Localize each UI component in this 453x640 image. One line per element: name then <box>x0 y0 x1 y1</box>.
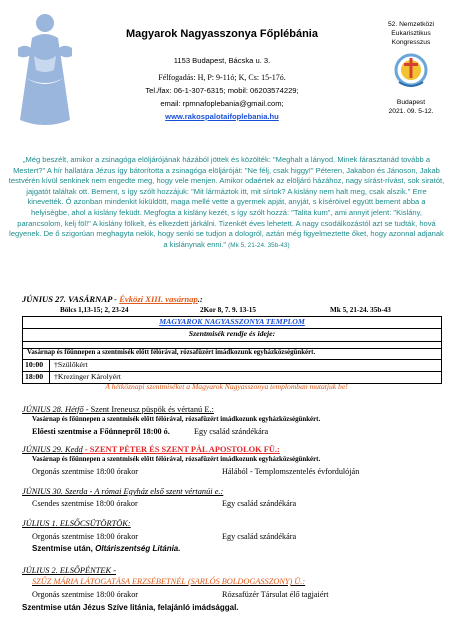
parish-logo <box>10 8 80 138</box>
email-line: email: rpmnafoplebania@gmail.com; <box>160 99 284 108</box>
mass-info-jun29: Orgonás szentmise 18:00 órakor <box>32 467 139 476</box>
sunday-schedule-table <box>22 316 442 384</box>
sunday-readings <box>60 306 440 314</box>
mass-intent: †Krezinger Károlyért <box>54 372 121 381</box>
day-heading-jun28: JÚNIUS 28. Hétfő - Szent Ireneusz püspök és vértanú E.: <box>22 405 214 414</box>
mass-intent-jun30: Egy család szándékára <box>222 499 297 508</box>
day-heading-jul1: JÚLIUS 1. ELSŐCSÜTÖRTÖK: <box>22 519 131 528</box>
congress-block <box>372 20 450 47</box>
church-name: MAGYAROK NAGYASSZONYA TEMPLOM <box>23 317 441 329</box>
mass-intent-jun28: Egy család szándékára <box>194 427 269 436</box>
parish-title: Magyarok Nagyasszonya Főplébánia <box>126 28 318 40</box>
phone-line: Tel./fax: 06-1-307-6315; mobil: 06203574229; <box>145 86 299 95</box>
after-mass-jul2: Szentmise után Jézus Szíve litánia, felajánló imádsággal. <box>22 603 239 612</box>
sunday-heading: JÚNIUS 27. VASÁRNAP - Évközi XIII. vasárnap.: <box>22 294 203 304</box>
congress-city: Budapest <box>396 99 426 106</box>
rosary-notice-jun28: Vasárnap és főünnepen a szentmisék előtt félórával, rózsafüzért imádkozunk egyházközségünkért. <box>32 416 321 423</box>
congress-dates: 2021. 09. 5-12. <box>388 108 434 115</box>
after-mass-jul1: Szentmise után, Oltáriszentség Litánia. <box>32 544 181 553</box>
reading-3: Mk 5, 21-24. 35b-43 <box>330 306 391 314</box>
gospel-text: „Még beszélt, amikor a zsinagóga elöljárójának házából jöttek és közölték: "Meghalt a lányod. Minek fárasztanád tovább a Mestert?" A hír hallatára Jézus így bátorította a zsinagóga elöljáróját: "Ne félj, csak higgy!" Péteren, Jakabon és Jánoson, Jakab testvérén kívül senkinek nem engedte meg, hogy vele menjen. Amikor odaértek az elöljáró házához, nagy sírást-rívást, sok siratót, jajgatót találtak ott. Bement, s így szólt hozzájuk: "Mit lármáztok itt, mit sírtok? A kislány nem halt meg, csak alszik." Erre kinevették. Ő azonban mindenkit kiküldött, maga mellé vette a gyermek apját, anyját, s kíséröivel együtt bement abba a helyiségbe, ahol a kislány feküdt. Megfogta a kislány kezét, s így szólt hozzá: "Talita kum", ami annyit jelent: "Kislány, parancsolom, kelj föl!" A kislány fölkelt, és elkezdett járkálni. Tizenkét éves lehetett. A nagy csodálkozástól azt se tudták, hová legyenek. De ő szigorúan meghagyta nekik, hogy senki se tudjon a dologról, aztán még figyelmeztette őket, hogy azonnal adjanak a kislánynak enni." <box>8 155 445 249</box>
reading-1: Bölcs 1,13-15; 2, 23-24 <box>60 306 129 314</box>
day-subtitle-jul2: SZŰZ MÁRIA LÁTOGATÁSA ERZSÉBETNÉL (SARLÓS BOLDOGASSZONY) Ü.: <box>32 577 306 586</box>
congress-line3: Kongresszus <box>391 39 431 46</box>
website-link[interactable]: www.rakospalotaifoplebania.hu <box>165 112 279 121</box>
day-heading-jul2: JÚLIUS 2. ELSŐPÉNTEK - <box>22 566 116 575</box>
mass-row <box>23 360 441 372</box>
congress-emblem-icon <box>393 52 429 92</box>
rosary-notice: Vasárnap és főünnepen a szentmisék előtt félórával, rózsafüzért imádkozunk egyházközségünkért. <box>23 349 441 360</box>
day-heading-jun30: JÚNIUS 30. Szerda - A római Egyház első szent vértanúi e.: <box>22 487 224 496</box>
day-heading-jun29: JÚNIUS 29. Kedd - SZENT PÉTER ÉS SZENT PÁL APOSTOLOK FÜ.: <box>22 445 280 454</box>
mass-info-jun30: Csendes szentmise 18:00 órakor <box>32 499 138 508</box>
office-hours: Félfogadás: H, P: 9-11ó; K, Cs: 15-17ó. <box>158 73 286 82</box>
gospel-reference: (Mk 5, 21-24. 35b-43) <box>228 241 290 249</box>
mass-intent-jun29: Hálából - Templomszentelés évfordulóján <box>222 467 360 476</box>
mass-info-jul1: Orgonás szentmise 18:00 órakor <box>32 532 139 541</box>
congress-line1: 52. Nemzetközi <box>387 21 435 28</box>
reading-2: 2Kor 8, 7. 9. 13-15 <box>200 306 256 314</box>
rosary-notice-jun29: Vasárnap és főünnepen a szentmisék előtt félórával, rózsafüzért imádkozunk egyházközségünkért. <box>32 456 321 463</box>
mass-intent-jul1: Egy család szándékára <box>222 532 297 541</box>
parish-address: 1153 Budapest, Bácska u. 3. <box>173 56 271 65</box>
mass-order-label: Szentmisék rendje és ideje: <box>23 329 441 342</box>
mass-intent-jul2: Rózsafüzér Társulat élő tagjaiért <box>222 590 329 599</box>
mass-info-jun28: Előesti szentmise a Főünnepről 18:00 ó. <box>32 427 170 436</box>
mass-info-jul2: Orgonás szentmise 18:00 órakor <box>32 590 139 599</box>
congress-line2: Eukarisztikus <box>391 30 431 37</box>
gospel-quote <box>8 155 445 251</box>
weekday-note: A hétköznapi szentmiséket a Magyarok Nagyasszonya templomban mutatjuk be! <box>105 382 348 391</box>
congress-date-block <box>372 98 450 116</box>
mass-time: 18:00 <box>23 372 50 383</box>
mass-intent: †Szülőkért <box>54 360 88 369</box>
mass-time: 10:00 <box>23 360 50 371</box>
